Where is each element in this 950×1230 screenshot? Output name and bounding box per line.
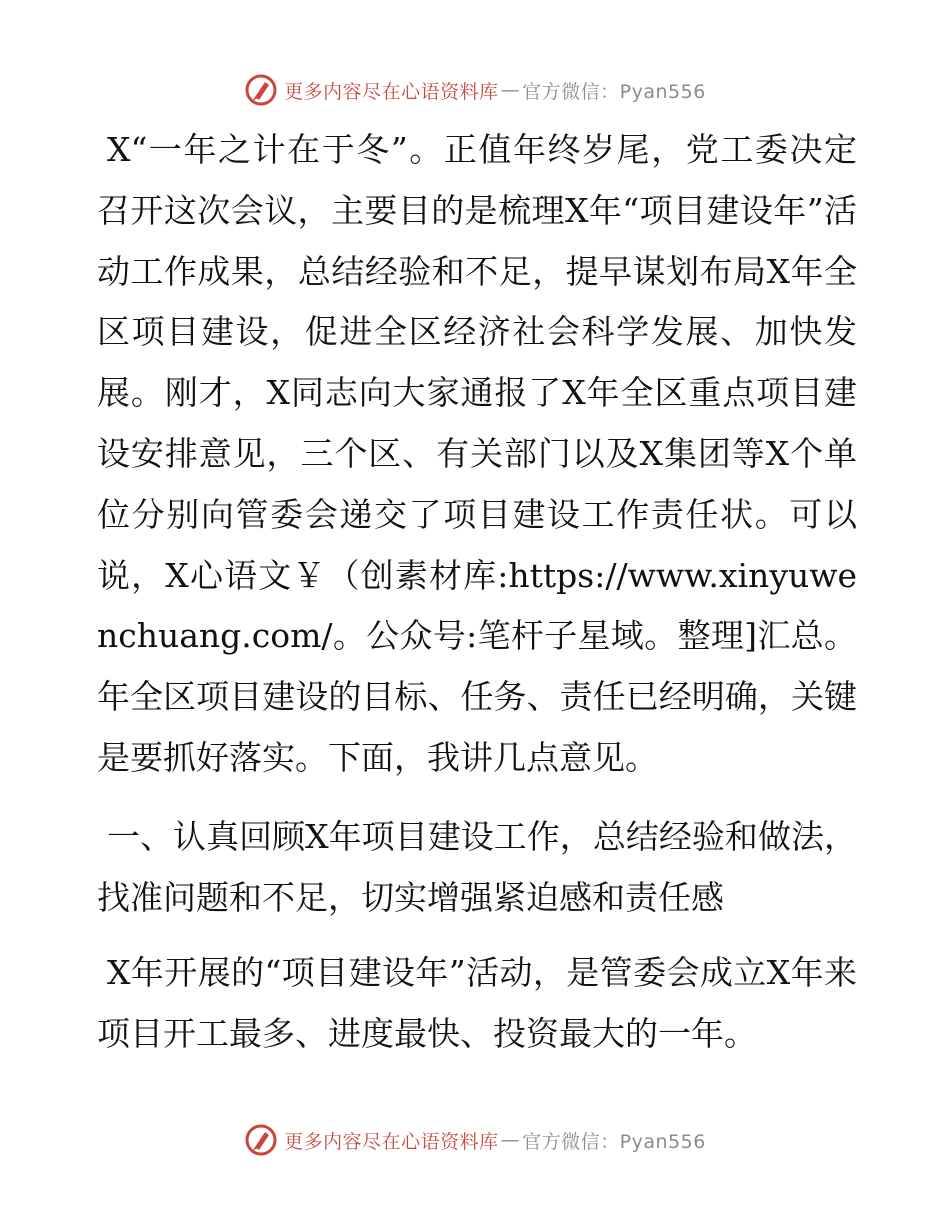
paragraph-section-1: X年开展的“项目建设年”活动，是管委会成立X年来项目开工最多、进度最快、投资最大的一年。 [97,953,857,1054]
banner-separator: — [500,79,521,101]
banner-text: 更多内容尽在心语资料库 [284,80,499,103]
document-body [97,120,857,1065]
paragraph-intro: X“一年之计在于冬”。正值年终岁尾，党工委决定召开这次会议，主要目的是梳理X年“项目建设年”活动工作成果，总结经验和不足，提早谋划布局X年全区项目建设，促进全区经济社会科学发展、加快发展。刚才，X同志向大家通报了X年全区重点项目建设安排意见，三个区、有关部门以及X集团等X个单位分别向管委会递交了项目建设工作责任状。可以说，X心语文￥（创素材库:https://www.xinyuwenchuang.com/。公众号:笔杆子星域。整理]汇总。年全区项目建设的目标、任务、责任已经明确，关键是要抓好落实。下面，我讲几点意见。 [97,130,857,777]
banner-text: 更多内容尽在心语资料库 [284,1130,499,1153]
banner-wechat: 官方微信：Pyan556 [522,80,706,103]
section-heading-1: 一、认真回顾X年项目建设工作，总结经验和做法，找准问题和不足，切实增强紧迫感和责任感 [97,816,857,917]
pen-nib-circle-icon [244,73,278,107]
banner-wechat: 官方微信：Pyan556 [522,1130,706,1153]
banner-separator: — [500,1129,521,1151]
pen-nib-circle-icon [244,1123,278,1157]
header-banner [0,70,950,110]
footer-banner [0,1120,950,1160]
